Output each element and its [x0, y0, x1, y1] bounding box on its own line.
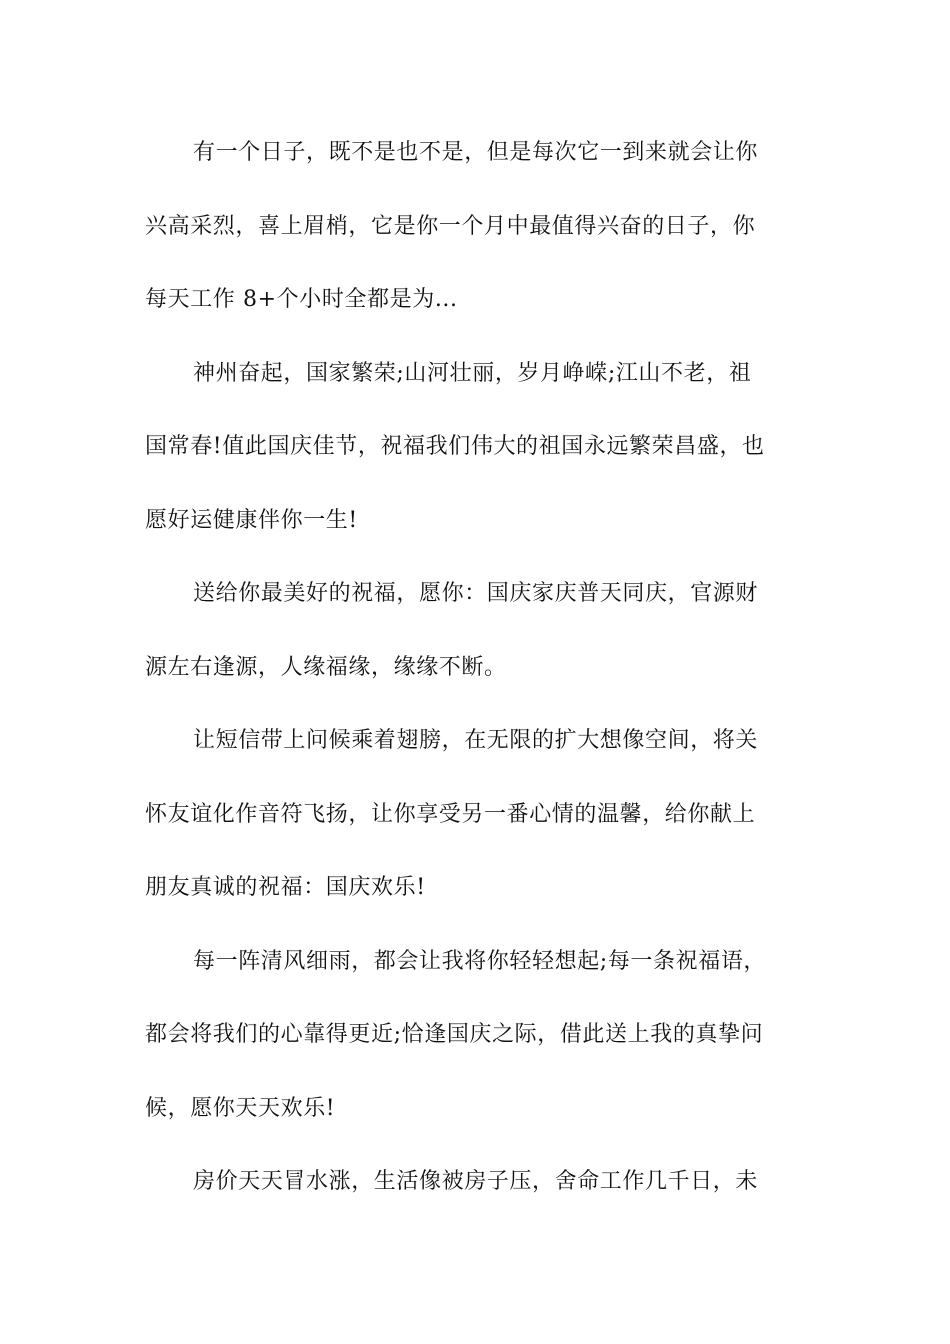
paragraph-line: 源左右逢源，人缘福缘，缘缘不断。: [145, 654, 507, 680]
paragraph-3: [145, 557, 805, 704]
paragraph-5: [145, 925, 805, 1146]
paragraph-line: 神州奋起，国家繁荣;山河壮丽，岁月峥嵘;江山不老，祖: [193, 360, 752, 386]
paragraph-line: 有一个日子，既不是也不是，但是每次它一到来就会让你: [193, 140, 759, 165]
paragraph-line: 送给你最美好的祝福，愿你：国庆家庆普天同庆，官源财: [193, 581, 759, 606]
paragraph-line: 让短信带上问候乘着翅膀，在无限的扩大想像空间，将关: [193, 728, 759, 753]
document-body: [145, 116, 805, 1219]
paragraph-line: 都会将我们的心靠得更近;恰逢国庆之际，借此送上我的真挚问: [145, 1022, 764, 1047]
paragraph-6: [145, 1145, 805, 1219]
paragraph-line: 国常春!值此国庆佳节，祝福我们伟大的祖国永远繁荣昌盛，也: [145, 434, 765, 459]
paragraph-line: 每一阵清风细雨，都会让我将你轻轻想起;每一条祝福语，: [193, 948, 767, 974]
paragraph-line: 兴高采烈，喜上眉梢，它是你一个月中最值得兴奋的日子，你: [145, 213, 756, 239]
paragraph-1: [145, 116, 805, 337]
paragraph-line: 房价天天冒水涨，生活像被房子压，舍命工作几千日，未: [193, 1169, 759, 1194]
paragraph-line: 愿好运健康伴你一生!: [145, 507, 358, 533]
paragraph-2: [145, 337, 805, 558]
paragraph-line: 怀友谊化作音符飞扬，让你享受另一番心情的温馨，给你献上: [145, 801, 756, 827]
paragraph-line: 候，愿你天天欢乐!: [145, 1095, 336, 1121]
paragraph-4: [145, 704, 805, 925]
paragraph-line: 朋友真诚的祝福：国庆欢乐!: [145, 875, 426, 900]
paragraph-line: 每天工作 8+个小时全都是为...: [145, 287, 458, 312]
